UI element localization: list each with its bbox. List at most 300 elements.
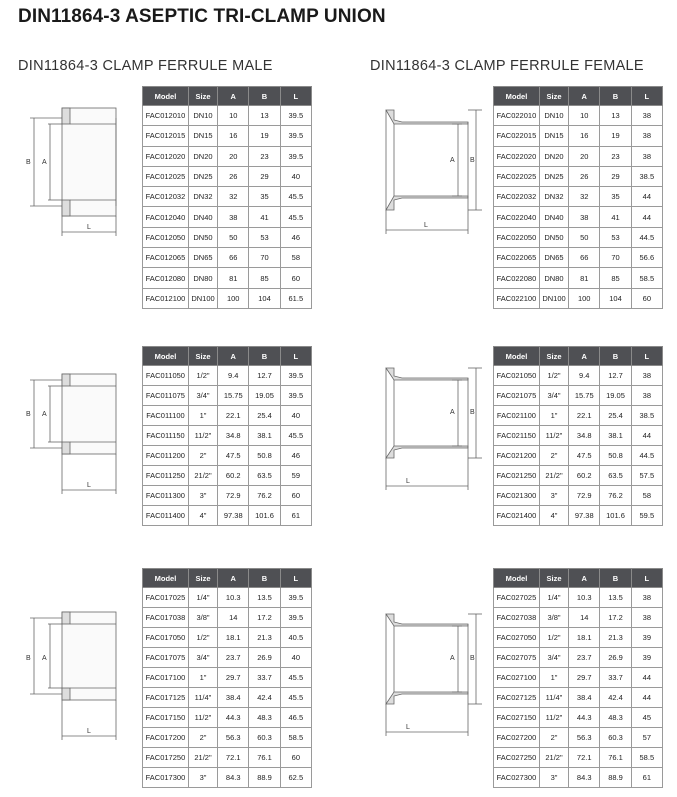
table-cell: 72.9 (218, 486, 249, 506)
table-row (494, 486, 663, 506)
column-header: A (569, 87, 600, 106)
female-od-table (493, 568, 663, 788)
table-cell: 60 (280, 268, 311, 288)
table-cell: 66 (218, 248, 249, 268)
table-cell: DN80 (539, 268, 568, 288)
table-cell: FAC017050 (143, 628, 189, 648)
table-row (143, 466, 312, 486)
table-header-row (143, 87, 312, 106)
table-cell: 15.75 (569, 386, 600, 406)
table-cell: 61 (631, 768, 662, 788)
table-cell: 32 (218, 187, 249, 207)
table-cell: 38.1 (249, 426, 280, 446)
dim-b-label: B (470, 409, 475, 416)
table-cell: DN25 (539, 166, 568, 186)
table-row (494, 268, 663, 288)
table-cell: FAC012020 (143, 146, 189, 166)
table-cell: 60 (631, 288, 662, 308)
table-cell: 44 (631, 688, 662, 708)
dim-a-label: A (450, 157, 455, 164)
table-row (143, 288, 312, 308)
table-cell: FAC021150 (494, 426, 540, 446)
dim-a-label: A (450, 409, 455, 416)
table-cell: FAC022032 (494, 187, 540, 207)
table-cell: 26 (218, 166, 249, 186)
table-cell: 29 (249, 166, 280, 186)
column-header: B (249, 569, 280, 588)
dim-a-label: A (42, 655, 47, 662)
table-cell: DN32 (188, 187, 217, 207)
table-cell: 40.5 (280, 628, 311, 648)
table-cell: 38.4 (218, 688, 249, 708)
table-cell: 58 (631, 486, 662, 506)
column-header: Size (188, 87, 217, 106)
table-cell: FAC011200 (143, 446, 189, 466)
table-cell: 104 (249, 288, 280, 308)
table-cell: DN50 (539, 227, 568, 247)
table-cell: 23 (249, 146, 280, 166)
dim-l-label: L (406, 724, 410, 731)
dim-a-label: A (42, 411, 47, 418)
table-cell: 39.5 (280, 106, 311, 126)
table-cell: 3/8" (188, 608, 217, 628)
table-cell: 13 (249, 106, 280, 126)
table-cell: 97.38 (218, 506, 249, 526)
table-row (494, 288, 663, 308)
table-cell: 14 (218, 608, 249, 628)
table-row (494, 187, 663, 207)
table-row (494, 366, 663, 386)
table-cell: 14 (569, 608, 600, 628)
table-cell: 38.5 (631, 406, 662, 426)
table-cell: 50 (218, 227, 249, 247)
table-row (143, 728, 312, 748)
table-cell: 21.3 (600, 628, 631, 648)
column-header: Model (143, 347, 189, 366)
table-row (143, 506, 312, 526)
table-cell: FAC022025 (494, 166, 540, 186)
table-cell: 13.5 (600, 588, 631, 608)
table-cell: 9.4 (569, 366, 600, 386)
table-row (494, 406, 663, 426)
table-cell: 3/4" (188, 386, 217, 406)
table-cell: FAC021250 (494, 466, 540, 486)
table-cell: FAC017300 (143, 768, 189, 788)
female-heading: DIN11864-3 CLAMP FERRULE FEMALE (370, 58, 644, 74)
table-cell: 39 (631, 628, 662, 648)
table-cell: FAC011400 (143, 506, 189, 526)
table-cell: 44 (631, 426, 662, 446)
table-cell: 58.5 (631, 268, 662, 288)
table-row (143, 688, 312, 708)
table-cell: 56.3 (569, 728, 600, 748)
table-cell: FAC011250 (143, 466, 189, 486)
table-cell: 84.3 (569, 768, 600, 788)
column-header: Size (188, 569, 217, 588)
table-cell: 60 (280, 486, 311, 506)
table-cell: 72.1 (569, 748, 600, 768)
table-cell: FAC011300 (143, 486, 189, 506)
table-cell: FAC012065 (143, 248, 189, 268)
table-row (494, 648, 663, 668)
table-cell: 16 (569, 126, 600, 146)
table-cell: 46 (280, 227, 311, 247)
table-cell: 84.3 (218, 768, 249, 788)
table-cell: 40 (280, 166, 311, 186)
table-cell: 70 (249, 248, 280, 268)
column-header: A (569, 569, 600, 588)
table-cell: FAC017125 (143, 688, 189, 708)
table-cell: 3" (539, 768, 568, 788)
table-cell: 81 (569, 268, 600, 288)
table-cell: 63.5 (600, 466, 631, 486)
table-cell: 47.5 (569, 446, 600, 466)
table-cell: 44 (631, 668, 662, 688)
table-cell: DN40 (188, 207, 217, 227)
table-cell: DN20 (539, 146, 568, 166)
table-cell: 48.3 (249, 708, 280, 728)
table-cell: 25.4 (249, 406, 280, 426)
dim-a-label: A (42, 159, 47, 166)
table-cell: 19 (249, 126, 280, 146)
table-row (494, 106, 663, 126)
table-row (143, 248, 312, 268)
table-cell: 66 (569, 248, 600, 268)
table-row (494, 628, 663, 648)
table-cell: 58.5 (280, 728, 311, 748)
table-cell: 1/2" (188, 628, 217, 648)
table-cell: 39.5 (280, 386, 311, 406)
table-cell: 38 (631, 608, 662, 628)
table-row (494, 426, 663, 446)
table-cell: 35 (249, 187, 280, 207)
table-cell: 22.1 (218, 406, 249, 426)
table-cell: 50.8 (249, 446, 280, 466)
male-dn-table (142, 86, 312, 309)
table-cell: 13.5 (249, 588, 280, 608)
table-cell: FAC027050 (494, 628, 540, 648)
column-header: Model (143, 87, 189, 106)
table-cell: 63.5 (249, 466, 280, 486)
table-cell: 21/2" (188, 466, 217, 486)
table-cell: 13 (600, 106, 631, 126)
table-cell: 3" (188, 486, 217, 506)
table-cell: 39 (631, 648, 662, 668)
table-cell: 1" (539, 406, 568, 426)
table-cell: 61 (280, 506, 311, 526)
table-row (494, 708, 663, 728)
dim-a-label: A (450, 655, 455, 662)
table-cell: 34.8 (218, 426, 249, 446)
table-cell: 104 (600, 288, 631, 308)
column-header: L (280, 87, 311, 106)
column-header: Size (539, 569, 568, 588)
table-cell: DN10 (539, 106, 568, 126)
table-cell: 29 (600, 166, 631, 186)
female-ferrule-drawing-2 (372, 362, 482, 502)
column-header: A (569, 347, 600, 366)
table-row (143, 268, 312, 288)
table-cell: FAC027200 (494, 728, 540, 748)
table-cell: 76.1 (249, 748, 280, 768)
column-header: B (600, 347, 631, 366)
table-cell: DN65 (539, 248, 568, 268)
table-cell: 22.1 (569, 406, 600, 426)
table-cell: FAC012040 (143, 207, 189, 227)
table-cell: 10 (569, 106, 600, 126)
table-row (494, 207, 663, 227)
table-cell: 60.3 (249, 728, 280, 748)
table-cell: FAC027300 (494, 768, 540, 788)
table-cell: 18.1 (218, 628, 249, 648)
table-cell: 60 (280, 748, 311, 768)
table-cell: 33.7 (249, 668, 280, 688)
table-cell: 1/2" (188, 366, 217, 386)
table-row (494, 248, 663, 268)
column-header: Size (188, 347, 217, 366)
table-cell: 56.6 (631, 248, 662, 268)
table-cell: 60.3 (600, 728, 631, 748)
table-cell: FAC021050 (494, 366, 540, 386)
table-cell: 42.4 (249, 688, 280, 708)
table-cell: FAC017100 (143, 668, 189, 688)
table-cell: 42.4 (600, 688, 631, 708)
table-cell: 38 (218, 207, 249, 227)
table-cell: 20 (569, 146, 600, 166)
table-row (494, 728, 663, 748)
table-cell: 100 (218, 288, 249, 308)
table-cell: 23 (600, 146, 631, 166)
table-cell: 3/4" (539, 648, 568, 668)
table-header-row (494, 87, 663, 106)
table-cell: 38 (631, 106, 662, 126)
table-row (143, 648, 312, 668)
table-row (143, 768, 312, 788)
table-row (494, 668, 663, 688)
table-cell: FAC011150 (143, 426, 189, 446)
table-cell: FAC011050 (143, 366, 189, 386)
dim-b-label: B (26, 159, 31, 166)
table-cell: 10.3 (218, 588, 249, 608)
table-header-row (143, 569, 312, 588)
table-cell: FAC022020 (494, 146, 540, 166)
table-cell: 70 (600, 248, 631, 268)
table-cell: 21.3 (249, 628, 280, 648)
table-cell: FAC021400 (494, 506, 540, 526)
table-cell: FAC012032 (143, 187, 189, 207)
table-cell: 20 (218, 146, 249, 166)
table-cell: 12.7 (600, 366, 631, 386)
table-cell: 39.5 (280, 366, 311, 386)
table-cell: DN25 (188, 166, 217, 186)
table-cell: 76.1 (600, 748, 631, 768)
table-cell: 38.4 (569, 688, 600, 708)
table-cell: 46.5 (280, 708, 311, 728)
table-cell: 59.5 (631, 506, 662, 526)
dim-l-label: L (87, 728, 91, 735)
dim-l-label: L (87, 482, 91, 489)
table-cell: 29.7 (569, 668, 600, 688)
dim-b-label: B (470, 655, 475, 662)
female-ferrule-drawing (372, 100, 482, 240)
table-cell: 21/2" (539, 748, 568, 768)
table-cell: 39.5 (280, 588, 311, 608)
table-cell: 33.7 (600, 668, 631, 688)
table-cell: 40 (280, 648, 311, 668)
column-header: B (249, 347, 280, 366)
table-cell: FAC017250 (143, 748, 189, 768)
table-cell: 19.05 (600, 386, 631, 406)
table-cell: 97.38 (569, 506, 600, 526)
table-cell: 2" (188, 728, 217, 748)
table-header-row (494, 569, 663, 588)
table-cell: 46 (280, 446, 311, 466)
table-cell: 16 (218, 126, 249, 146)
column-header: B (249, 87, 280, 106)
female-inch-table (493, 346, 663, 526)
table-cell: 59 (280, 466, 311, 486)
table-cell: 44 (631, 187, 662, 207)
table-cell: 38 (631, 366, 662, 386)
table-cell: 38 (631, 588, 662, 608)
table-cell: 1" (188, 406, 217, 426)
table-cell: 41 (600, 207, 631, 227)
table-cell: 56.3 (218, 728, 249, 748)
table-cell: 32 (569, 187, 600, 207)
table-cell: FAC027100 (494, 668, 540, 688)
table-row (143, 106, 312, 126)
table-cell: FAC021100 (494, 406, 540, 426)
table-cell: 58 (280, 248, 311, 268)
table-cell: 61.5 (280, 288, 311, 308)
column-header: Model (494, 87, 540, 106)
table-header-row (494, 347, 663, 366)
table-cell: 4" (539, 506, 568, 526)
table-cell: FAC012010 (143, 106, 189, 126)
table-cell: FAC012015 (143, 126, 189, 146)
table-cell: 57 (631, 728, 662, 748)
table-cell: 53 (600, 227, 631, 247)
table-row (143, 748, 312, 768)
table-cell: 38 (631, 126, 662, 146)
table-cell: 21/2" (188, 748, 217, 768)
table-cell: DN15 (539, 126, 568, 146)
table-cell: 17.2 (249, 608, 280, 628)
table-cell: FAC027250 (494, 748, 540, 768)
table-row (143, 126, 312, 146)
table-cell: 35 (600, 187, 631, 207)
table-cell: 44.5 (631, 227, 662, 247)
column-header: B (600, 87, 631, 106)
table-row (494, 506, 663, 526)
table-cell: 21/2" (539, 466, 568, 486)
table-cell: 45 (631, 708, 662, 728)
table-cell: 2" (539, 728, 568, 748)
table-cell: 101.6 (600, 506, 631, 526)
table-row (143, 146, 312, 166)
male-heading: DIN11864-3 CLAMP FERRULE MALE (18, 58, 273, 74)
table-cell: FAC017200 (143, 728, 189, 748)
table-row (494, 126, 663, 146)
table-cell: 12.7 (249, 366, 280, 386)
table-cell: 26.9 (600, 648, 631, 668)
table-cell: 3" (539, 486, 568, 506)
column-header: A (218, 87, 249, 106)
table-cell: 25.4 (600, 406, 631, 426)
dim-l-label: L (406, 478, 410, 485)
table-cell: 41 (249, 207, 280, 227)
table-row (494, 466, 663, 486)
table-cell: 38 (631, 146, 662, 166)
male-ferrule-drawing (20, 102, 130, 242)
table-cell: DN100 (188, 288, 217, 308)
table-cell: 19 (600, 126, 631, 146)
table-cell: 3/8" (539, 608, 568, 628)
table-row (143, 426, 312, 446)
table-cell: DN40 (539, 207, 568, 227)
dim-l-label: L (424, 222, 428, 229)
table-cell: 85 (600, 268, 631, 288)
table-row (494, 588, 663, 608)
dim-l-label: L (87, 224, 91, 231)
table-cell: FAC012050 (143, 227, 189, 247)
table-cell: 17.2 (600, 608, 631, 628)
table-cell: 4" (188, 506, 217, 526)
table-cell: 39.5 (280, 608, 311, 628)
male-od-table (142, 568, 312, 788)
table-cell: 9.4 (218, 366, 249, 386)
column-header: L (280, 569, 311, 588)
table-cell: 10 (218, 106, 249, 126)
table-row (143, 608, 312, 628)
table-row (143, 628, 312, 648)
table-cell: 10.3 (569, 588, 600, 608)
table-cell: 38 (631, 386, 662, 406)
table-cell: 81 (218, 268, 249, 288)
table-cell: 3/4" (188, 648, 217, 668)
table-cell: 44.3 (218, 708, 249, 728)
table-cell: 57.5 (631, 466, 662, 486)
table-row (494, 768, 663, 788)
table-cell: FAC022080 (494, 268, 540, 288)
table-header-row (143, 347, 312, 366)
table-row (143, 446, 312, 466)
table-cell: 1/2" (539, 366, 568, 386)
table-cell: FAC022100 (494, 288, 540, 308)
table-cell: 23.7 (569, 648, 600, 668)
table-cell: 39.5 (280, 146, 311, 166)
table-row (494, 688, 663, 708)
table-cell: 11/2" (539, 708, 568, 728)
table-cell: 39.5 (280, 126, 311, 146)
column-header: Model (494, 347, 540, 366)
table-cell: DN15 (188, 126, 217, 146)
table-cell: 60.2 (569, 466, 600, 486)
dim-b-label: B (26, 411, 31, 418)
table-cell: FAC027075 (494, 648, 540, 668)
column-header: A (218, 569, 249, 588)
table-cell: 11/4" (539, 688, 568, 708)
table-cell: 26 (569, 166, 600, 186)
table-row (143, 207, 312, 227)
table-row (494, 166, 663, 186)
female-ferrule-drawing-3 (372, 608, 482, 748)
column-header: Size (539, 347, 568, 366)
table-cell: FAC022010 (494, 106, 540, 126)
table-cell: 53 (249, 227, 280, 247)
table-cell: 85 (249, 268, 280, 288)
table-cell: 19.05 (249, 386, 280, 406)
